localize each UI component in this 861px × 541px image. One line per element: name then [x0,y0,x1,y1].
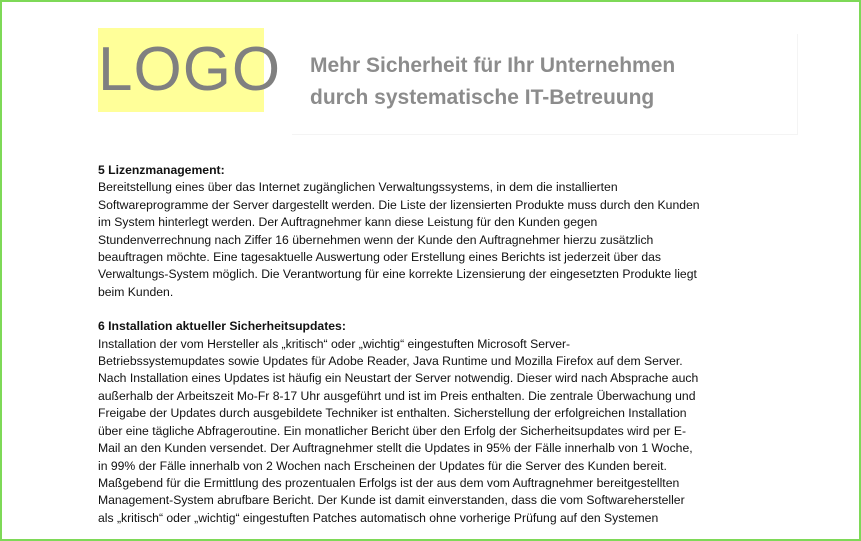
section-sicherheitsupdates [98,318,778,527]
text-line: Bereitstellung eines über das Internet zugänglichen Verwaltungssystems, in dem die installierten [98,180,618,195]
text-line: Maßgebend für die Ermittlung des prozentualen Erfolgs ist der aus dem vom Auftragnehmer bereitgestellten [98,475,680,490]
text-line: beauftragen möchte. Eine tagesaktuelle Auswertung oder Erstellung eines Berichts ist jederzeit über das [98,250,661,265]
text-line: in 99% der Fälle innerhalb von 2 Wochen nach Erscheinen der Updates für die Server des Kunden bereit. [98,458,667,473]
section-body [98,179,778,301]
document-title-line-1: Mehr Sicherheit für Ihr Unternehmen [310,54,676,77]
document-title-line-2: durch systematische IT-Betreuung [310,86,655,109]
text-line: über eine tägliche Abfrageroutine. Ein monatlicher Bericht über den Erfolg der Sicherheitsupdates wird per E- [98,423,687,438]
text-line: als „kritisch“ oder „wichtig“ eingestuften Patches automatisch ohne vorherige Prüfung auf den Systemen [98,510,659,525]
text-line: Softwareprogramme der Server dargestellt werden. Die Liste der lizensierten Produkte muss durch den Kunden [98,197,700,212]
section-body [98,336,778,527]
text-line: Verwaltungs-System möglich. Die Verantwortung für eine korrekte Lizensierung der eingesetzten Produkte liegt [98,267,697,282]
text-line: Freigabe der Updates durch ausgebildete Techniker ist enthalten. Sicherstellung der erfolgreichen Installation [98,406,687,421]
section-heading: 6 Installation aktueller Sicherheitsupdates: [98,319,346,334]
text-line: Stundenverrechnung nach Ziffer 16 übernehmen wenn der Kunde den Auftragnehmer hierzu zusätzlich [98,232,654,247]
document-title [310,50,675,114]
text-line: Nach Installation eines Updates ist häufig ein Neustart der Server notwendig. Dieser wird nach Absprache auch [98,371,699,386]
logo-placeholder: LOGO [98,28,264,112]
document-body [98,162,778,541]
text-line: Betriebssystemupdates sowie Updates für Adobe Reader, Java Runtime und Mozilla Firefox auf dem Server. [98,354,683,369]
text-line: Mail an den Kunden versendet. Der Auftragnehmer stellt die Updates in 95% der Fälle innerhalb von 1 Woche, [98,441,693,456]
section-lizenzmanagement [98,162,778,301]
text-line: außerhalb der Arbeitszeit Mo-Fr 8-17 Uhr ausgeführt und ist im Preis enthalten. Die zentrale Überwachung und [98,388,696,403]
text-line: Management-System abrufbare Bericht. Der Kunde ist damit einverstanden, dass die vom Softwarehersteller [98,493,685,508]
section-heading: 5 Lizenzmanagement: [98,163,225,177]
text-line: beim Kunden. [98,284,174,299]
header-box [292,34,798,135]
text-line: im System hinterlegt werden. Der Auftragnehmer kann diese Leistung für den Kunden gegen [98,215,598,230]
text-line: Installation der vom Hersteller als „kritisch“ oder „wichtig“ eingestuften Microsoft Server- [98,336,571,351]
